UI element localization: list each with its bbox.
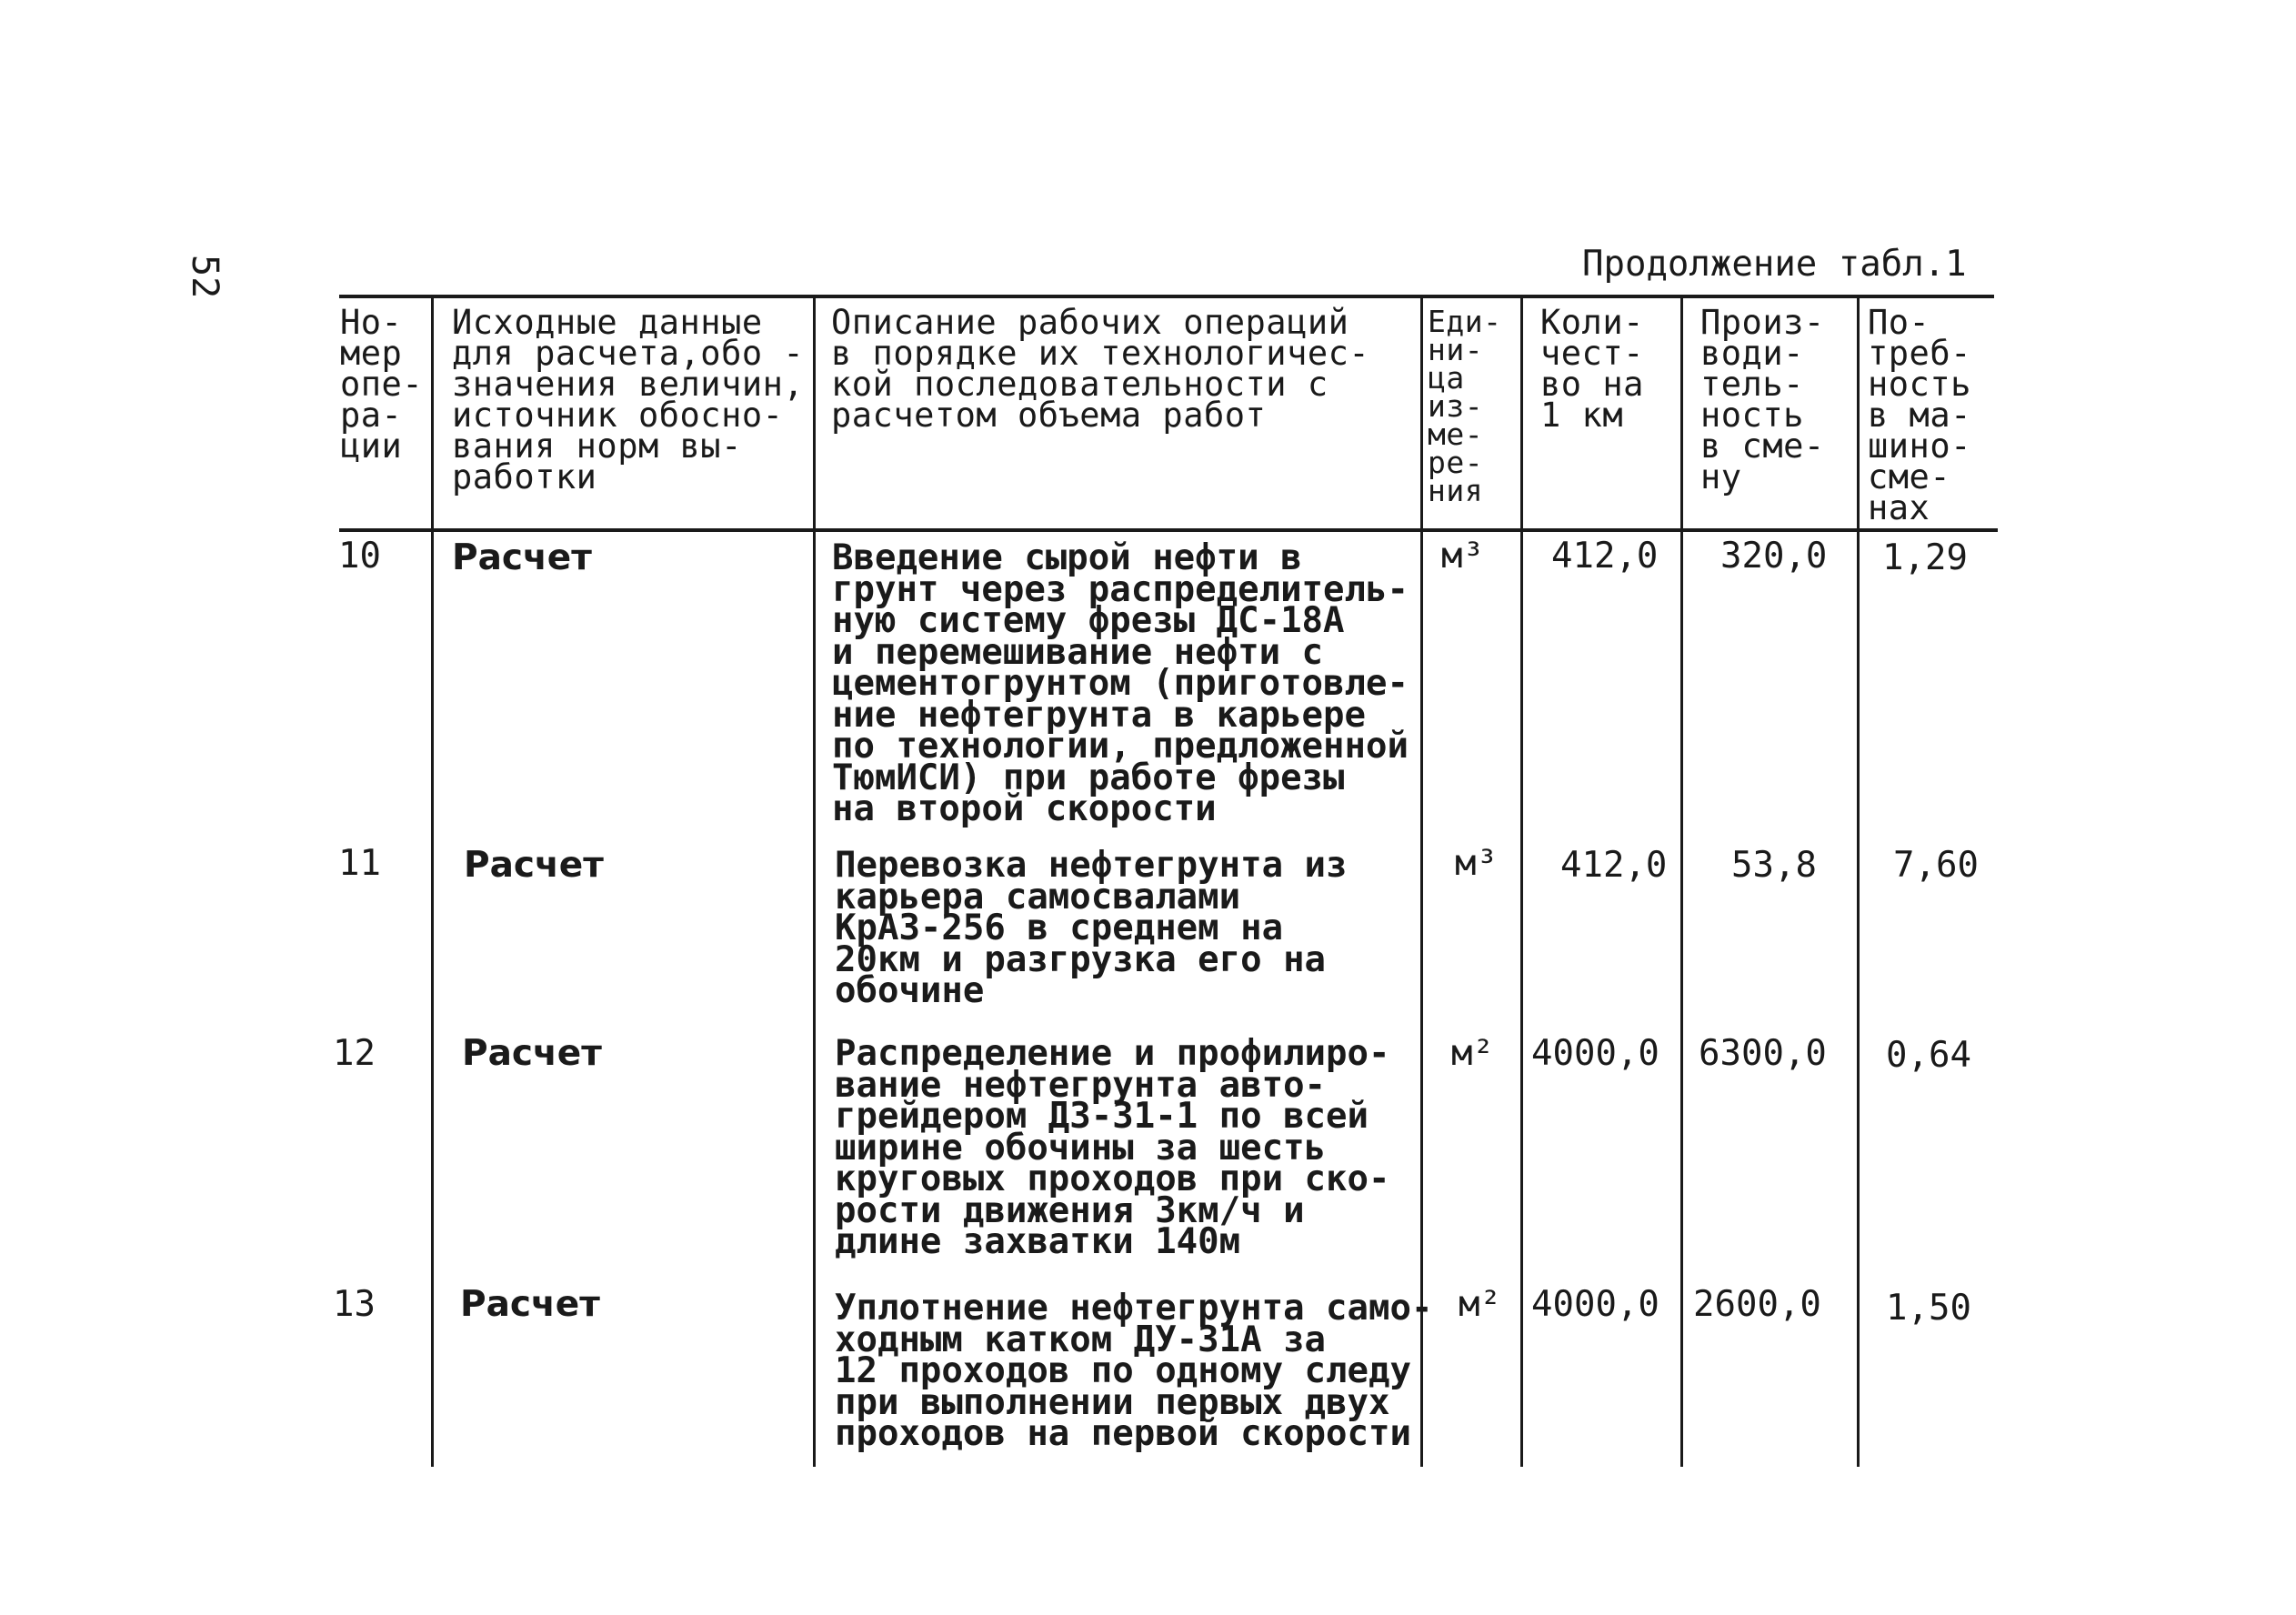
row-source: Расчет	[462, 1033, 602, 1074]
row-unit: м²	[1459, 1284, 1501, 1325]
row-quantity: 412,0	[1551, 536, 1659, 577]
header-operation-description: Описание рабочих операций в порядке их технологичес- кой последовательности с расчетом объема работ	[831, 303, 1370, 435]
row-number: 12	[333, 1033, 376, 1074]
row-description: Перевозка нефтегрунта из карьера самосвалами КрАЗ-256 в среднем на 20км и разгрузка его на обочине	[835, 845, 1348, 1011]
header-machine-shift-requirement: По- треб- ность в ма- шино- сме- нах	[1868, 303, 1971, 527]
row-productivity: 53,8	[1731, 845, 1817, 886]
row-productivity: 2600,0	[1693, 1284, 1821, 1325]
column-divider	[431, 298, 434, 1467]
table-header-rule	[339, 528, 1998, 532]
row-quantity: 4000,0	[1531, 1284, 1659, 1325]
page-number: 52	[184, 255, 226, 299]
row-productivity: 320,0	[1720, 536, 1828, 577]
row-quantity: 4000,0	[1531, 1033, 1659, 1074]
row-number: 10	[338, 536, 381, 577]
row-quantity: 412,0	[1560, 845, 1668, 886]
row-productivity: 6300,0	[1699, 1033, 1827, 1074]
column-divider	[1857, 298, 1860, 1467]
column-divider	[813, 298, 816, 1467]
row-requirement: 7,60	[1893, 845, 1979, 886]
row-source: Расчет	[460, 1284, 600, 1325]
row-description: Распределение и профилиро- вание нефтегрунта авто- грейдером ДЗ-31-1 по всей ширине обочины за шесть круговых проходов при ско- рости движения 3км/ч и длине захватки 140м	[835, 1033, 1390, 1262]
column-divider	[1520, 298, 1523, 1467]
header-quantity-per-km: Коли- чест- во на 1 км	[1540, 303, 1644, 435]
row-requirement: 0,64	[1886, 1035, 1971, 1076]
table-top-rule	[339, 295, 1994, 298]
row-number: 11	[338, 843, 381, 884]
header-productivity-per-shift: Произ- води- тель- ность в сме- ну	[1700, 303, 1825, 497]
row-unit: м²	[1451, 1033, 1494, 1074]
row-requirement: 1,50	[1886, 1288, 1971, 1329]
header-source-data: Исходные данные для расчета,обо - значения величин, источник обосно- вания норм вы- работки	[452, 303, 805, 497]
table-continuation-label: Продолжение табл.1	[1582, 244, 1967, 285]
header-unit: Еди- ни- ца из- ме- ре- ния	[1428, 304, 1502, 508]
row-source: Расчет	[452, 537, 592, 578]
column-divider	[1680, 298, 1683, 1467]
row-number: 13	[333, 1284, 376, 1325]
header-operation-number: Но- мер опе- ра- ции	[340, 303, 424, 466]
row-unit: м³	[1455, 843, 1498, 884]
row-description: Уплотнение нефтегрунта само- ходным катком ДУ-31А за 12 проходов по одному следу при выполнении первых двух проходов на первой скорости	[835, 1288, 1433, 1454]
row-description: Введение сырой нефти в грунт через распределитель- ную систему фрезы ДС-18А и перемешивание нефти с цементогрунтом (приготовле- ние нефтегрунта в карьере по технологии, предложенной ТюмИСИ) при работе фрезы на второй скорости	[832, 537, 1409, 829]
row-requirement: 1,29	[1882, 537, 1968, 578]
row-source: Расчет	[464, 845, 604, 886]
row-unit: м³	[1441, 536, 1484, 577]
